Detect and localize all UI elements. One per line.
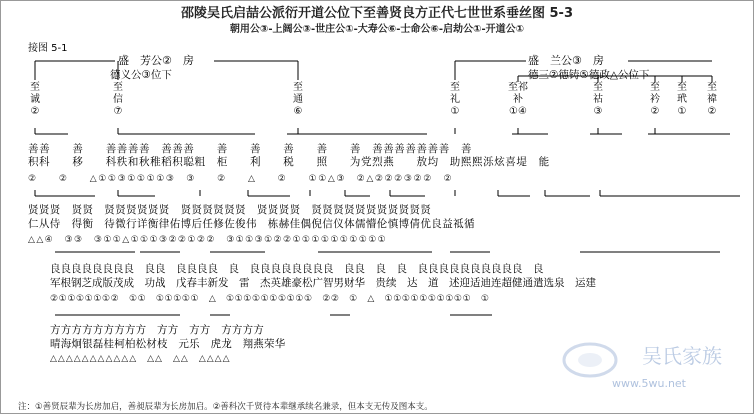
gen1-node <box>590 82 606 118</box>
gen1-node <box>506 82 530 118</box>
gen4-prefix-row: 良良良良良良良良 良良 良良良良 良 良良良良良良良良 良良 良 良 良良良良良良良良良良 良 <box>50 263 544 275</box>
gen1-node <box>674 82 690 118</box>
gen1-mark: ② <box>650 106 660 117</box>
gen1-node <box>27 82 43 118</box>
watermark-text: 吴氏家族 <box>642 344 722 368</box>
gen1-name: 至衿 <box>650 82 660 105</box>
watermark-url: www.5wu.net <box>612 377 686 390</box>
gen4-names-row: 军根钢芝成版茂成 功战 戊春丰新发 雷 杰英雄豪松广智男财华 贵续 达 道 述迎适迪连超健通遣选泉 运建 <box>50 277 596 289</box>
right-house-head: 盛 兰公③ 房 <box>528 54 604 67</box>
left-house-head: 盛 芳公② 房 <box>118 54 194 67</box>
gen5-marks-row: △△△△△△△△△△△ △△ △△ △△△△ <box>50 354 231 364</box>
gen1-node <box>647 82 663 118</box>
gen3-prefix-row: 贤贤贤 贤贤 贤贤贤贤贤贤 贤贤贤贤贤贤 贤贤贤贤 贤贤贤贤贤贤贤贤贤贤贤 <box>28 204 432 216</box>
gen1-mark: ⑥ <box>293 106 303 117</box>
gen1-mark: ② <box>707 106 717 117</box>
gen1-node <box>704 82 720 118</box>
connect-label: 接图 5-1 <box>28 43 68 54</box>
gen3-names-row: 仁从侍 得衡 待微行详衡律佑博后任修佐俊伟 栋赫佳偶倪信仪体儒懵伦慎博倩优良益祗循 <box>28 218 475 230</box>
gen1-name: 至通 <box>293 82 303 105</box>
gen1-node <box>447 82 463 118</box>
gen2-marks-row: ② ② △①①③①①①①③ ③ ② △ ② ①①△③ ②△②②②③②② ② <box>28 174 454 184</box>
lineage-subtitle: 朝用公③-上阔公③-世庄公①-大寿公⑥-士命公⑥-启劫公①-开道公① <box>229 24 525 35</box>
gen1-name: 至诚 <box>30 82 40 105</box>
gen1-node <box>110 82 126 118</box>
gen1-name: 至祜 <box>593 82 603 105</box>
gen1-mark: ② <box>30 106 40 117</box>
gen2-names-row: 积科 移 科秩和秋稚稻积聪粗 柜 利 税 照 为党烈燕 敖均 助熙熙泺炫喜堤 能 <box>28 156 550 168</box>
footnote: 注：①善贤辰辈为长房加启，善昶辰辈为长房加启。②善科次千贤待本辈继承续名兼录，但本支无传及图本支。 <box>18 402 433 412</box>
gen3-marks-row: △△④ ③③ ③①①△①①①③②②①②② ③①①③①②②①①①①①①①①①① <box>28 235 388 245</box>
gen1-name: 至祁补 <box>508 82 528 105</box>
gen2-prefix-row: 善善 善 善善善善 善善善 善 善 善 善 善 善善善善善善善 善 <box>28 143 472 155</box>
gen1-mark: ①④ <box>509 106 527 117</box>
gen1-node <box>290 82 306 118</box>
left-house-sub: 德义公③位下 <box>110 69 172 81</box>
gen4-marks-row: ②①①①①①①② ①① ①①①①① △ ①①①①①①①①①① ②② ① △ ①①①①①①①①①① ① <box>50 294 490 304</box>
gen1-mark: ① <box>677 106 687 117</box>
gen1-name: 至礼 <box>450 82 460 105</box>
right-house-sub: 德三②德铸⑤德政△公位下 <box>528 69 650 81</box>
gen1-name: 至禕 <box>707 82 717 105</box>
gen1-mark: ⑦ <box>113 106 123 117</box>
gen1-name: 至玳 <box>677 82 687 105</box>
gen1-mark: ① <box>450 106 460 117</box>
gen1-mark: ③ <box>593 106 603 117</box>
page-title: 邵陵吴氏启喆公派衍开道公位下至善贤良方正代七世世系垂丝图 5-3 <box>180 6 573 21</box>
gen5-names-row: 晴海炯银磊桂柯柏松材枝 元乐 虎龙 翔燕荣华 <box>50 338 286 350</box>
gen5-prefix-row: 方方方方方方方方方 方方 方方 方方方方 <box>50 324 264 336</box>
gen1-name: 至信 <box>113 82 123 105</box>
